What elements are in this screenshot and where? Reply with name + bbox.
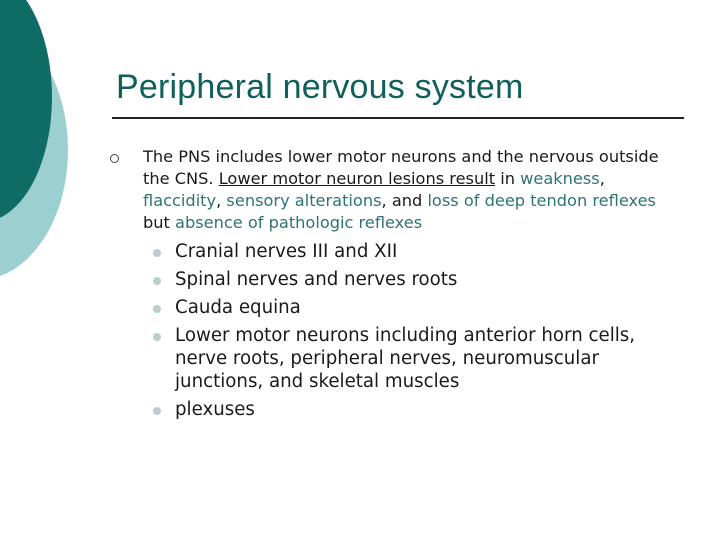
filled-circle-bullet-icon (153, 305, 161, 313)
term-absence-of-pathologic-reflexes: absence of pathologic reflexes (175, 213, 423, 232)
list-item (110, 240, 670, 263)
filled-circle-bullet-icon (153, 277, 161, 285)
list-item (110, 296, 670, 319)
main-text-intro: The PNS includes lower motor neurons and the nervous outside the CNS. (143, 147, 659, 188)
list-item (110, 398, 670, 421)
underlined-phrase: Lower motor neuron lesions result (218, 169, 496, 188)
list-item-text: Cauda equina (175, 297, 301, 318)
term-sensory-alterations: sensory alterations (226, 191, 382, 210)
slide-title: Peripheral nervous system (116, 68, 524, 106)
filled-circle-bullet-icon (153, 249, 161, 257)
term-flaccidity: flaccidity (143, 191, 217, 210)
hollow-circle-bullet-icon (110, 154, 119, 163)
list-item-text: Lower motor neurons including anterior horn cells, nerve roots, peripheral nerves, neuromuscular junctions, and skeletal muscles (175, 325, 636, 392)
list-item-text: Spinal nerves and nerves roots (175, 269, 458, 290)
main-text-in: in (495, 169, 521, 188)
separator: , (599, 169, 605, 188)
slide-content (110, 146, 670, 426)
list-item-text: plexuses (175, 399, 255, 420)
main-text-and: , and (381, 191, 428, 210)
main-bullet-item (110, 146, 670, 234)
sub-bullet-list (110, 240, 670, 421)
separator: , (216, 191, 227, 210)
list-item (110, 324, 670, 393)
term-loss-of-reflexes: loss of deep tendon reflexes (427, 191, 656, 210)
title-divider (112, 117, 684, 119)
filled-circle-bullet-icon (153, 407, 161, 415)
term-weakness: weakness (520, 169, 600, 188)
main-text-but: but (143, 213, 176, 232)
list-item-text: Cranial nerves III and XII (175, 241, 398, 262)
list-item (110, 268, 670, 291)
decorative-circles (0, 0, 120, 540)
filled-circle-bullet-icon (153, 333, 161, 341)
